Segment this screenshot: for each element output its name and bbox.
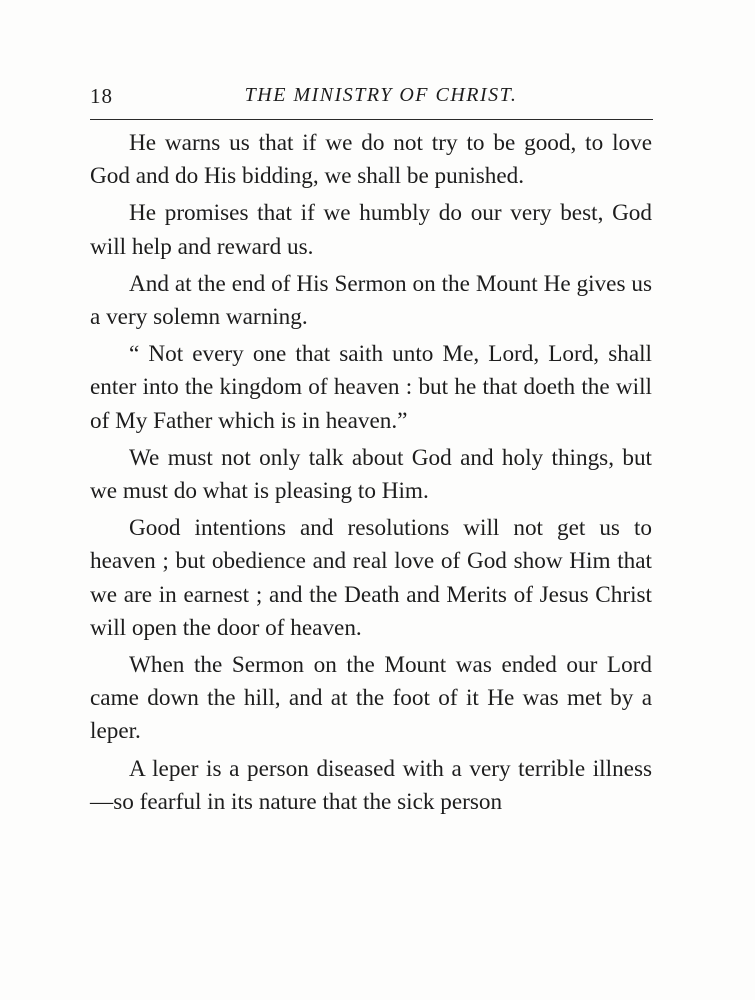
page-number: 18 <box>90 84 113 108</box>
quoted-paragraph: “ Not every one that saith unto Me, Lord, Lord, shall enter into the kingdom of heaven : but he that doeth the will of My Father which is in heaven.” <box>90 341 652 434</box>
paragraph: A leper is a person diseased with a very terrible illness—so fearful in its nature that the sick person <box>90 755 652 815</box>
header-rule <box>90 119 653 120</box>
paragraph: And at the end of His Sermon on the Mount He gives us a very solemn warning. <box>90 270 652 331</box>
paragraph: We must not only talk about God and holy things, but we must do what is pleasing to Him. <box>90 444 652 505</box>
running-title: THE MINISTRY OF CHRIST. <box>244 84 518 106</box>
paragraph: When the Sermon on the Mount was ended our Lord came down the hill, and at the foot of it He was met by a leper. <box>90 652 652 745</box>
paragraph: He warns us that if we do not try to be good, to love God and do His bidding, we shall be punished. <box>90 130 652 190</box>
running-head <box>90 84 652 112</box>
body-text <box>90 127 652 819</box>
paragraph: Good intentions and resolutions will not get us to heaven ; but obedience and real love of God show Him that we are in earnest ; and the Death and Merits of Jesus Christ will open the door of heaven. <box>90 515 652 641</box>
paragraph: He promises that if we humbly do our very best, God will help and reward us. <box>90 200 652 260</box>
